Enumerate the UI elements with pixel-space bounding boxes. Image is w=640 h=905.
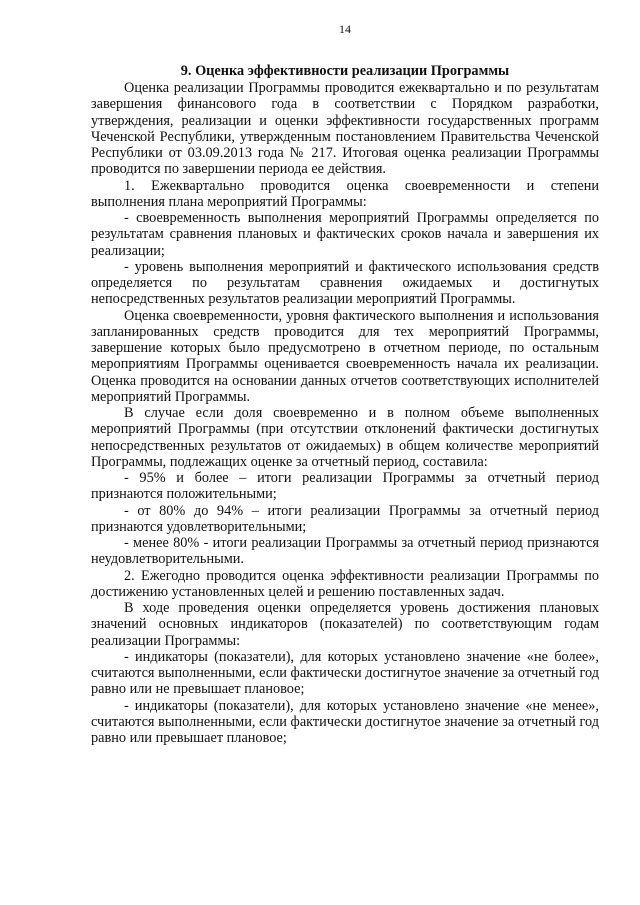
paragraph: - менее 80% - итоги реализации Программы за отчетный период признаются неудовлетворительными.: [91, 535, 599, 568]
paragraph: В случае если доля своевременно и в полном объеме выполненных мероприятий Программы (при отсутствии отклонений фактически достигнутых непосредственных результатов от ожидаемых) в общем количестве мероприятий Программы, подлежащих оценке за отчетный период, составила:: [91, 405, 599, 470]
paragraph: - индикаторы (показатели), для которых установлено значение «не менее», считаются выполненными, если фактически достигнутое значение за отчетный год равно или превышает плановое;: [91, 697, 599, 746]
page-number: 14: [339, 22, 351, 36]
paragraph: 1. Ежеквартально проводится оценка своевременности и степени выполнения плана мероприятий Программы:: [91, 177, 599, 210]
paragraph: - индикаторы (показатели), для которых установлено значение «не более», считаются выполненными, если фактически достигнутое значение за отчетный год равно или не превышает плановое;: [91, 648, 599, 698]
paragraph: - уровень выполнения мероприятий и фактического использования средств определяется по результатам сравнения ожидаемых и достигнутых непосредственных результатов реализации мероприятий Программы.: [91, 258, 599, 308]
section-title: 9. Оценка эффективности реализации Программы: [180, 63, 510, 79]
paragraph: 2. Ежегодно проводится оценка эффективности реализации Программы по достижению установленных целей и решению поставленных задач.: [91, 567, 599, 600]
paragraph: В ходе проведения оценки определяется уровень достижения плановых значений основных индикаторов (показателей) по соответствующим годам реализации Программы:: [91, 600, 599, 649]
paragraph: Оценка своевременности, уровня фактического выполнения и использования запланированных средств проводится для тех мероприятий Программы, завершение которых было предусмотрено в отчетном периоде, по остальным мероприятиям Программы оценивается своевременность начала их реализации. Оценка проводится на основании данных отчетов соответствующих исполнителей мероприятий Программы.: [91, 307, 599, 405]
paragraph: - от 80% до 94% – итоги реализации Программы за отчетный период признаются удовлетворительными;: [91, 502, 599, 535]
paragraph: Оценка реализации Программы проводится ежеквартально и по результатам завершения финансового года в соответствии с Порядком разработки, утверждения, реализации и оценки эффективности государственных программ Чеченской Республики, утвержденным постановлением Правительства Чеченской Республики от 03.09.2013 года № 217. Итоговая оценка реализации Программы проводится по завершении периода ее действия.: [91, 80, 599, 178]
paragraph: - 95% и более – итоги реализации Программы за отчетный период признаются положительными;: [91, 470, 599, 503]
paragraph: - своевременность выполнения мероприятий Программы определяется по результатам сравнения плановых и фактических сроков начала и завершения их реализации;: [91, 210, 599, 259]
body-text: [91, 80, 599, 746]
